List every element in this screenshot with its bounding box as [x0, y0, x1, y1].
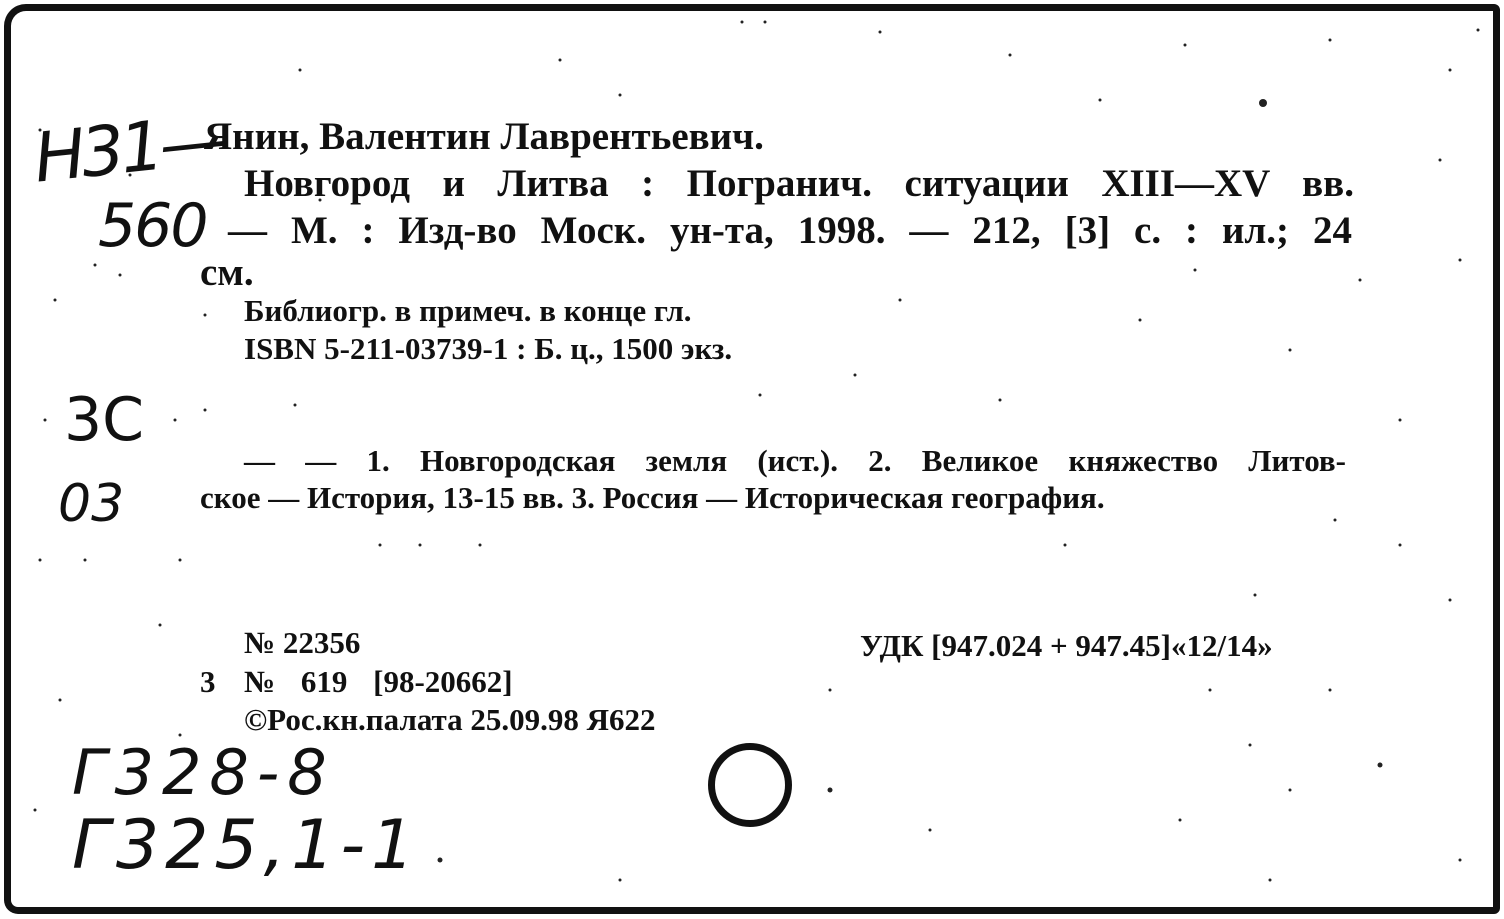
imprint-line: — М. : Изд-во Моск. ун-та, 1998. — 212, [3] с. : ил.; 24	[228, 209, 1352, 252]
handwritten-note-03: 03	[58, 474, 125, 534]
book-chamber-line: ©Рос.кн.палата 25.09.98 Я622	[244, 702, 656, 737]
handwritten-shelf-code-bottom: 560	[98, 191, 207, 261]
handwritten-call-number-2: Г325,1-1	[72, 806, 421, 885]
title-line: Новгород и Литва : Погранич. ситуации XIII—XV вв.	[244, 162, 1354, 205]
copies-prefix: 3	[200, 664, 216, 699]
bibliography-note: Библиогр. в примеч. в конце гл.	[244, 293, 692, 328]
copies-line: № 619 [98-20662]	[244, 664, 513, 699]
punch-hole	[708, 743, 792, 827]
handwritten-call-number-1: Г328-8	[72, 736, 335, 809]
record-number: № 22356	[244, 625, 361, 660]
handwritten-shelf-code-top: Н31—	[30, 100, 228, 199]
handwritten-note-3c: 3С	[64, 385, 145, 455]
subjects-line-2: ское — История, 13-15 вв. 3. Россия — Историческая география.	[200, 480, 1105, 515]
imprint-continuation: см.	[200, 251, 254, 294]
author-heading: Янин, Валентин Лаврентьевич.	[204, 115, 764, 158]
subjects-line-1: — — 1. Новгородская земля (ист.). 2. Великое княжество Литов-	[244, 443, 1346, 478]
isbn-line: ISBN 5-211-03739-1 : Б. ц., 1500 экз.	[244, 331, 733, 366]
udc-code: УДК [947.024 + 947.45]«12/14»	[860, 628, 1273, 663]
